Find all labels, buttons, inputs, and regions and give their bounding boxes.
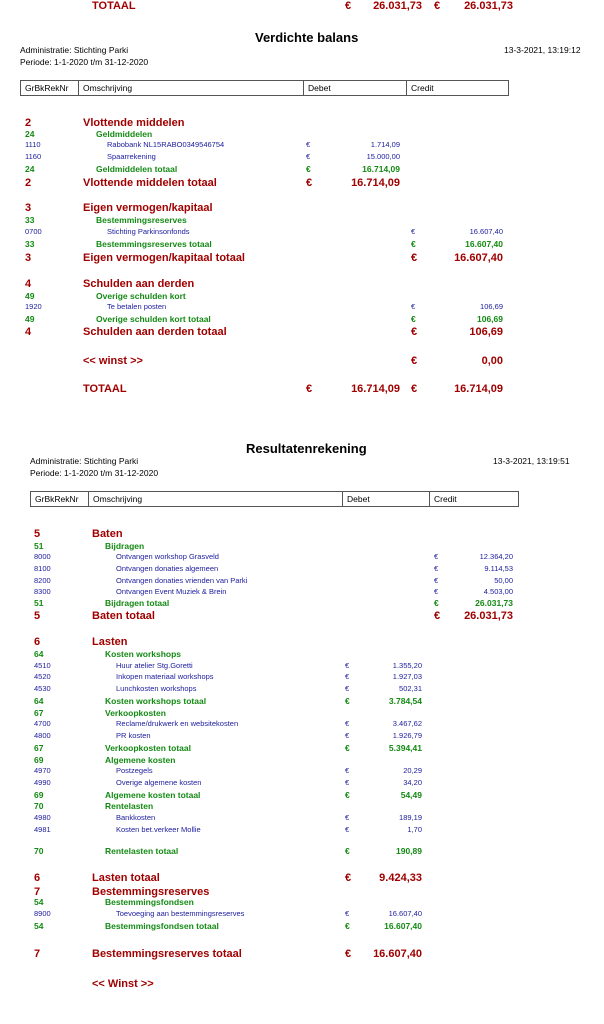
credit-currency: € (411, 314, 416, 324)
account-code: 4 (25, 278, 32, 290)
account-code: 67 (34, 743, 44, 753)
row-description: << Winst >> (92, 978, 154, 990)
row-description: Eigen vermogen/kapitaal (83, 202, 213, 214)
balance-timestamp: 13-3-2021, 13:19:12 (504, 45, 581, 55)
debit-amount: 5.394,41 (388, 743, 422, 753)
row-description: Rentelasten (105, 801, 154, 811)
debit-currency: € (345, 766, 350, 775)
credit-amount: 16.714,09 (454, 383, 503, 395)
row-description: Eigen vermogen/kapitaal totaal (83, 252, 245, 264)
row-description: Bijdragen totaal (105, 598, 170, 608)
table-row (0, 978, 604, 990)
row-description: Baten (92, 528, 123, 540)
credit-amount: 12.364,20 (479, 552, 513, 561)
debit-amount: 16.607,40 (384, 921, 422, 931)
row-description: Kosten bet.verkeer Mollie (116, 825, 201, 834)
table-row (0, 202, 604, 214)
income-table-header (30, 491, 519, 507)
credit-currency: € (411, 355, 418, 367)
table-row (0, 552, 604, 564)
table-row (0, 684, 604, 696)
account-code: 69 (34, 790, 44, 800)
header-account-number: GrBkRekNr (35, 494, 79, 504)
income-timestamp: 13-3-2021, 13:19:51 (493, 456, 570, 466)
debit-currency: € (306, 140, 311, 149)
row-description: Te betalen posten (107, 302, 167, 311)
table-row (0, 909, 604, 921)
table-row (0, 778, 604, 790)
table-row (0, 117, 604, 129)
account-code: 70 (34, 801, 44, 811)
row-description: Ontvangen workshop Grasveld (116, 552, 219, 561)
row-description: Huur atelier Stg.Goretti (116, 661, 193, 670)
credit-currency: € (434, 552, 439, 561)
header-credit: Credit (406, 81, 510, 95)
row-description: Bestemmingsreserves totaal (96, 239, 212, 249)
row-description: Verkoopkosten (105, 708, 166, 718)
account-code: 64 (34, 649, 44, 659)
header-description: Omschrijving (78, 81, 303, 95)
row-description: << winst >> (83, 355, 143, 367)
account-code: 3 (25, 202, 32, 214)
table-row (0, 239, 604, 251)
credit-amount: 26.031,73 (464, 610, 513, 622)
table-row (0, 252, 604, 264)
table-row (0, 897, 604, 909)
debit-currency: € (345, 813, 350, 822)
credit-amount: 16.607,40 (454, 252, 503, 264)
account-code: 4 (25, 326, 32, 338)
debit-amount: 1.926,79 (392, 731, 422, 740)
credit-amount: 0,00 (481, 355, 503, 367)
row-description: Vlottende middelen totaal (83, 177, 217, 189)
table-row (0, 825, 604, 837)
account-code: 33 (25, 239, 35, 249)
table-row (0, 636, 604, 648)
account-code: 51 (34, 541, 44, 551)
debit-currency: € (345, 778, 350, 787)
row-description: Overige schulden kort totaal (96, 314, 211, 324)
account-code: 8100 (34, 564, 51, 573)
credit-currency: € (411, 383, 418, 395)
debit-currency: € (345, 731, 350, 740)
table-row (0, 302, 604, 314)
credit-currency: € (411, 252, 418, 264)
table-row (0, 152, 604, 164)
account-code: 2 (25, 117, 32, 129)
header-debit: Debet (342, 492, 429, 506)
row-description: Schulden aan derden (83, 278, 195, 290)
account-code: 5 (34, 610, 41, 622)
table-row (0, 177, 604, 189)
credit-currency: € (434, 564, 439, 573)
debit-currency: € (345, 696, 350, 706)
row-description: Vlottende middelen (83, 117, 185, 129)
account-code: 24 (25, 164, 35, 174)
debit-amount: 16.607,40 (388, 909, 422, 918)
header-account-number: GrBkRekNr (25, 83, 69, 93)
debit-currency: € (345, 872, 352, 884)
debit-amount: 34,20 (403, 778, 422, 787)
row-description: Ontvangen donaties algemeen (116, 564, 219, 573)
debit-currency: € (345, 684, 350, 693)
credit-amount: 16.607,40 (465, 239, 503, 249)
account-code: 0700 (25, 227, 42, 236)
table-row (0, 0, 604, 12)
income-title: Resultatenrekening (246, 441, 367, 456)
credit-amount: 26.031,73 (475, 598, 513, 608)
debit-amount: 16.607,40 (373, 948, 422, 960)
account-code: 5 (34, 528, 41, 540)
table-row (0, 610, 604, 622)
credit-currency: € (411, 239, 416, 249)
header-credit: Credit (429, 492, 520, 506)
debit-currency: € (345, 909, 350, 918)
account-code: 4981 (34, 825, 51, 834)
debit-currency: € (345, 790, 350, 800)
account-code: 24 (25, 129, 35, 139)
account-code: 8200 (34, 576, 51, 585)
account-code: 51 (34, 598, 44, 608)
table-row (0, 164, 604, 176)
debit-amount: 1,70 (407, 825, 422, 834)
table-row (0, 948, 604, 960)
row-description: Lasten totaal (92, 872, 160, 884)
debit-currency: € (345, 825, 350, 834)
row-description: Geldmiddelen (96, 129, 153, 139)
row-description: Lasten (92, 636, 128, 648)
row-description: Algemene kosten totaal (105, 790, 201, 800)
row-description: Rentelasten totaal (105, 846, 179, 856)
debit-amount: 189,19 (399, 813, 422, 822)
table-row (0, 719, 604, 731)
debit-amount: 16.714,09 (351, 383, 400, 395)
row-description: Ontvangen donaties vrienden van Parki (116, 576, 248, 585)
account-code: 54 (34, 921, 44, 931)
row-description: TOTAAL (92, 0, 136, 12)
credit-amount: 106,69 (477, 314, 503, 324)
account-code: 7 (34, 886, 41, 898)
credit-amount: 26.031,73 (464, 0, 513, 12)
table-row (0, 921, 604, 933)
table-row (0, 528, 604, 540)
credit-currency: € (411, 302, 416, 311)
account-code: 4530 (34, 684, 51, 693)
row-description: Baten totaal (92, 610, 155, 622)
credit-currency: € (434, 610, 441, 622)
row-description: Overige algemene kosten (116, 778, 202, 787)
table-row (0, 801, 604, 813)
balance-administration: Administratie: Stichting Parki (20, 45, 129, 55)
account-code: 3 (25, 252, 32, 264)
account-code: 49 (25, 314, 35, 324)
credit-currency: € (411, 326, 418, 338)
account-code: 54 (34, 897, 44, 907)
account-code: 33 (25, 215, 35, 225)
row-description: Postzegels (116, 766, 153, 775)
account-code: 4800 (34, 731, 51, 740)
table-row (0, 743, 604, 755)
debit-currency: € (306, 164, 311, 174)
debit-amount: 3.784,54 (388, 696, 422, 706)
row-description: Bestemmingsreserves (96, 215, 187, 225)
row-description: Verkoopkosten totaal (105, 743, 191, 753)
debit-amount: 54,49 (400, 790, 422, 800)
row-description: Schulden aan derden totaal (83, 326, 227, 338)
debit-currency: € (345, 719, 350, 728)
account-code: 7 (34, 948, 41, 960)
income-administration: Administratie: Stichting Parki (30, 456, 139, 466)
account-code: 8900 (34, 909, 51, 918)
debit-amount: 16.714,09 (351, 177, 400, 189)
debit-amount: 1.714,09 (370, 140, 400, 149)
balance-period: Periode: 1-1-2020 t/m 31-12-2020 (20, 57, 149, 67)
row-description: Bestemmingsreserves totaal (92, 948, 242, 960)
table-row (0, 355, 604, 367)
account-code: 1160 (25, 152, 42, 161)
income-period: Periode: 1-1-2020 t/m 31-12-2020 (30, 468, 159, 478)
account-code: 2 (25, 177, 32, 189)
balance-title: Verdichte balans (255, 30, 359, 45)
debit-amount: 15.000,00 (366, 152, 400, 161)
table-row (0, 872, 604, 884)
credit-currency: € (434, 587, 439, 596)
account-code: 4970 (34, 766, 51, 775)
header-debit: Debet (303, 81, 406, 95)
row-description: Geldmiddelen totaal (96, 164, 178, 174)
debit-currency: € (345, 672, 350, 681)
row-description: PR kosten (116, 731, 151, 740)
credit-currency: € (411, 227, 416, 236)
debit-currency: € (345, 921, 350, 931)
table-row (0, 140, 604, 152)
credit-amount: 50,00 (494, 576, 513, 585)
credit-amount: 9.114,53 (484, 564, 513, 573)
credit-currency: € (434, 576, 439, 585)
credit-amount: 16.607,40 (469, 227, 503, 236)
row-description: Ontvangen Event Muziek & Brein (116, 587, 227, 596)
row-description: Kosten workshops totaal (105, 696, 207, 706)
account-code: 64 (34, 696, 44, 706)
table-row (0, 598, 604, 610)
row-description: Bestemmingsfondsen totaal (105, 921, 219, 931)
row-description: Algemene kosten (105, 755, 176, 765)
debit-amount: 3.467,62 (392, 719, 422, 728)
debit-amount: 190,89 (396, 846, 422, 856)
account-code: 8000 (34, 552, 51, 561)
account-code: 4520 (34, 672, 51, 681)
table-row (0, 564, 604, 576)
debit-currency: € (306, 383, 313, 395)
account-code: 6 (34, 636, 41, 648)
row-description: Inkopen materiaal workshops (116, 672, 214, 681)
credit-amount: 4.503,00 (483, 587, 513, 596)
debit-currency: € (345, 948, 352, 960)
debit-currency: € (345, 0, 352, 12)
row-description: Rabobank NL15RABO0349546754 (107, 140, 225, 149)
debit-amount: 9.424,33 (379, 872, 422, 884)
debit-amount: 26.031,73 (373, 0, 422, 12)
table-row (0, 383, 604, 395)
account-code: 4980 (34, 813, 51, 822)
row-description: Bestemmingsfondsen (105, 897, 194, 907)
table-row (0, 846, 604, 858)
row-description: Stichting Parkinsonfonds (107, 227, 190, 236)
account-code: 4990 (34, 778, 51, 787)
debit-currency: € (345, 846, 350, 856)
table-row (0, 278, 604, 290)
debit-currency: € (306, 152, 311, 161)
debit-currency: € (345, 743, 350, 753)
debit-amount: 20,29 (403, 766, 422, 775)
row-description: Lunchkosten workshops (116, 684, 197, 693)
debit-amount: 502,31 (399, 684, 422, 693)
credit-currency: € (434, 0, 441, 12)
debit-amount: 1.355,20 (392, 661, 422, 670)
row-description: Bestemmingsreserves (92, 886, 210, 898)
row-description: Kosten workshops (105, 649, 182, 659)
account-code: 8300 (34, 587, 51, 596)
row-description: TOTAAL (83, 383, 127, 395)
table-row (0, 731, 604, 743)
account-code: 1110 (25, 140, 41, 149)
credit-amount: 106,69 (480, 302, 503, 311)
row-description: Bijdragen (105, 541, 145, 551)
account-code: 4700 (34, 719, 51, 728)
table-row (0, 813, 604, 825)
debit-amount: 16.714,09 (362, 164, 400, 174)
credit-amount: 106,69 (469, 326, 503, 338)
account-code: 6 (34, 872, 41, 884)
debit-currency: € (345, 661, 350, 670)
row-description: Spaarrekening (107, 152, 156, 161)
account-code: 69 (34, 755, 44, 765)
debit-currency: € (306, 177, 313, 189)
row-description: Overige schulden kort (96, 291, 186, 301)
debit-amount: 1.927,03 (392, 672, 422, 681)
account-code: 1920 (25, 302, 42, 311)
account-code: 4510 (34, 661, 51, 670)
table-row (0, 766, 604, 778)
account-code: 70 (34, 846, 44, 856)
credit-currency: € (434, 598, 439, 608)
table-row (0, 672, 604, 684)
table-row (0, 696, 604, 708)
row-description: Toevoeging aan bestemmingsreserves (116, 909, 245, 918)
balance-table-header (20, 80, 509, 96)
account-code: 67 (34, 708, 44, 718)
table-row (0, 326, 604, 338)
header-description: Omschrijving (88, 492, 342, 506)
table-row (0, 314, 604, 326)
account-code: 49 (25, 291, 35, 301)
row-description: Bankkosten (116, 813, 156, 822)
table-row (0, 649, 604, 661)
table-row (0, 227, 604, 239)
row-description: Reclame/drukwerk en websitekosten (116, 719, 239, 728)
table-row (0, 215, 604, 227)
